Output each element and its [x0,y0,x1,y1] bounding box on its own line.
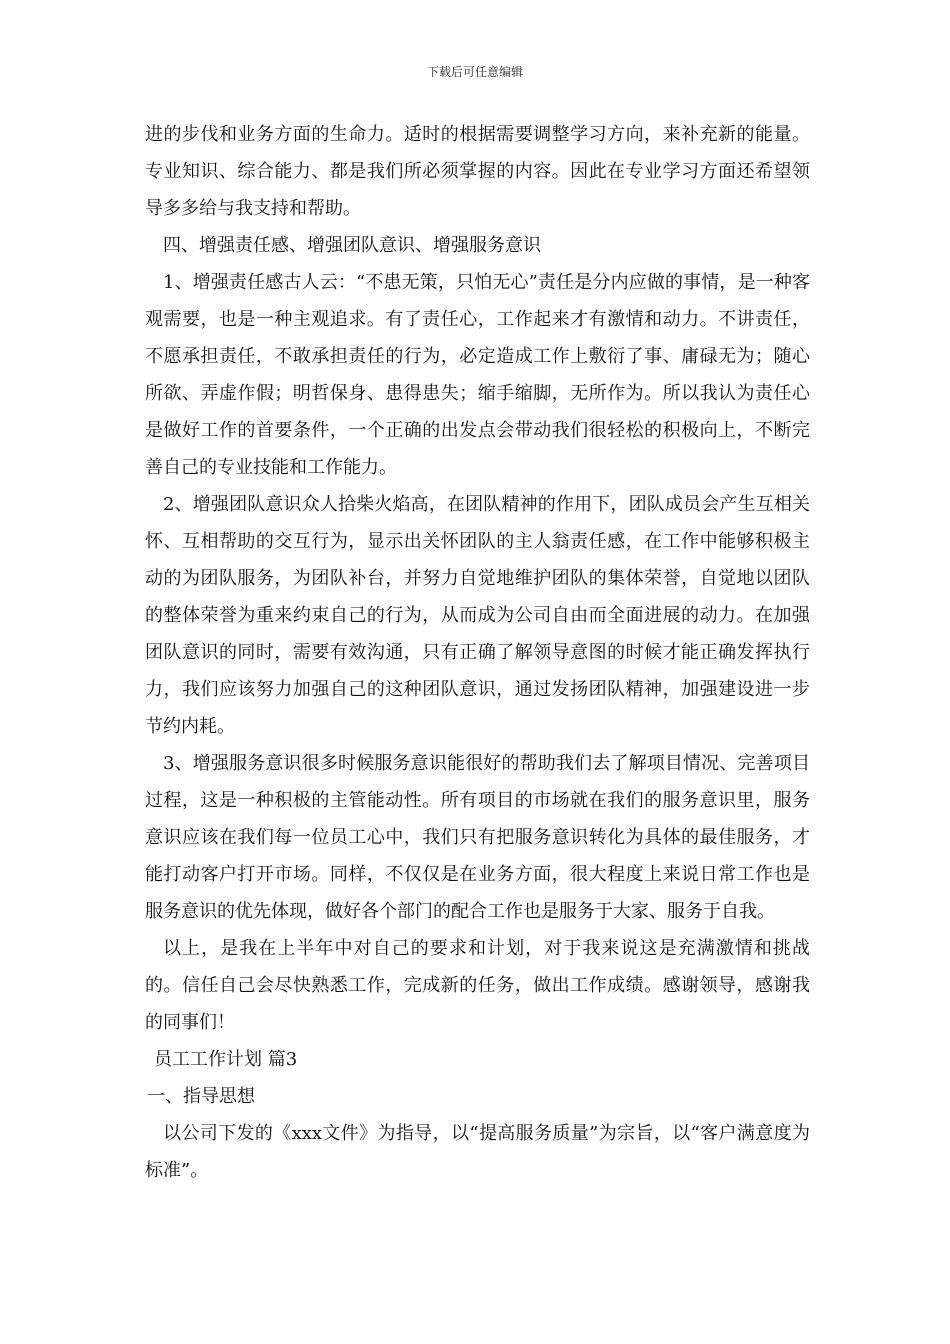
paragraph-teamwork: 2、增强团队意识众人拾柴火焰高，在团队精神的作用下，团队成员会产生互相关怀、互相帮助的交互行为，显示出关怀团队的主人翁责任感，在工作中能够积极主动的为团队服务，为团队补台，并努力自觉地维护团队的集体荣誉，自觉地以团队的整体荣誉为重来约束自己的行为，从而成为公司自由而全面进展的动力。在加强团队意识的同时，需要有效沟通，只有正确了解领导意图的时候才能正确发挥执行力，我们应该努力加强自己的这种团队意识，通过发扬团队精神，加强建设进一步节约内耗。 [145,494,810,737]
section-heading-guiding-ideology: 一、指导思想 [147,1086,255,1107]
section-heading-four: 四、增强责任感、增强团队意识、增强服务意识 [163,235,541,256]
paragraph-conclusion: 以上，是我在上半年中对自己的要求和计划，对于我来说这是充满激情和挑战的。信任自己会尽快熟悉工作，完成新的任务，做出工作成绩。感谢领导，感谢我的同事们！ [145,938,810,1033]
document-body [145,116,810,1189]
paragraph-responsibility: 1、增强责任感古人云：“不患无策，只怕无心”责任是分内应做的事情，是一种客观需要，也是一种主观追求。有了责任心，工作起来才有激情和动力。不讲责任，不愿承担责任，不敢承担责任的行为，必定造成工作上敷衍了事、庸碌无为；随心所欲、弄虚作假；明哲保身、患得患失；缩手缩脚，无所作为。所以我认为责任心是做好工作的首要条件，一个正确的出发点会带动我们很轻松的积极向上，不断完善自己的专业技能和工作能力。 [145,272,810,478]
paragraph-continuation: 进的步伐和业务方面的生命力。适时的根据需要调整学习方向，来补充新的能量。专业知识、综合能力、都是我们所必须掌握的内容。因此在专业学习方面还希望领导多多给与我支持和帮助。 [145,124,810,219]
section-title-plan-3: 员工工作计划 篇3 [154,1049,298,1070]
page-header: 下载后可任意编辑 [426,65,523,79]
paragraph-service: 3、增强服务意识很多时候服务意识能很好的帮助我们去了解项目情况、完善项目过程，这是一种积极的主管能动性。所有项目的市场就在我们的服务意识里，服务意识应该在我们每一位员工心中，我们只有把服务意识转化为具体的最佳服务，才能打动客户打开市场。同样，不仅仅是在业务方面，很大程度上来说日常工作也是服务意识的优先体现，做好各个部门的配合工作也是服务于大家、服务于自我。 [145,753,810,922]
paragraph-guidance: 以公司下发的《xxx文件》为指导，以“提高服务质量”为宗旨，以“客户满意度为标准”。 [145,1123,810,1181]
